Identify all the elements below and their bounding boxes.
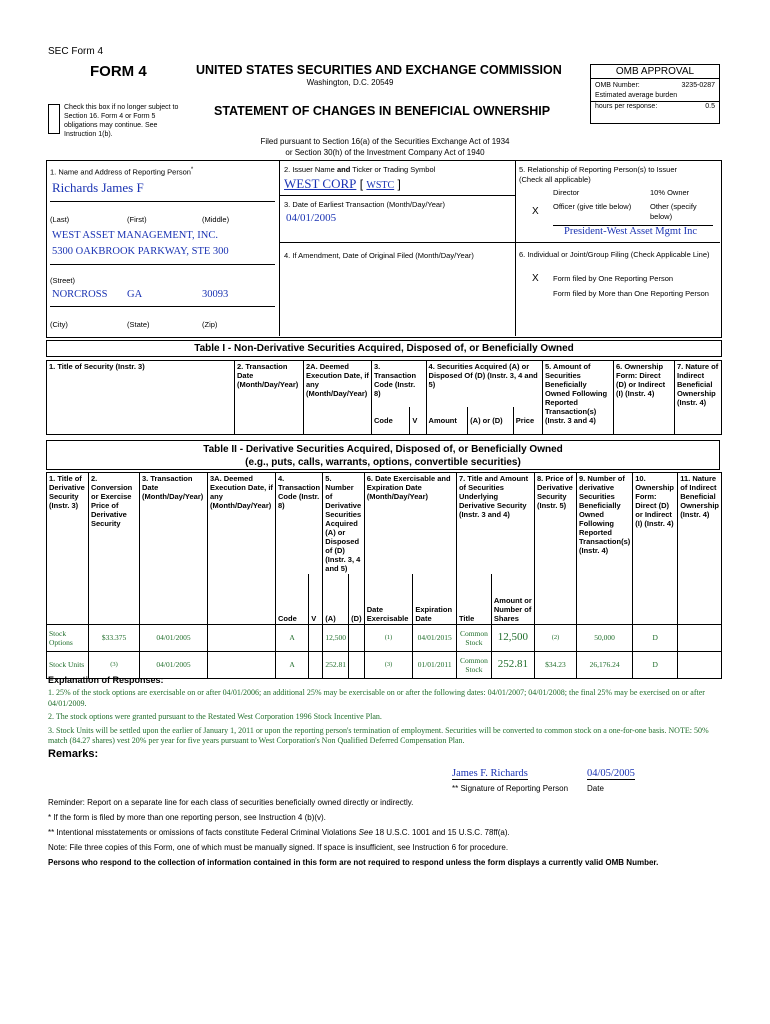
t2-expiration: Expiration Date bbox=[413, 574, 457, 624]
row1-expiration: 04/01/2015 bbox=[413, 624, 457, 651]
officer-label: Officer (give title below) bbox=[553, 202, 632, 211]
signature-label: ** Signature of Reporting Person bbox=[452, 784, 569, 793]
row2-title: Common Stock bbox=[456, 651, 491, 678]
t2-col10: 10. Ownership Form: Direct (D) or Indirect (I) (Instr. 4) bbox=[633, 473, 678, 625]
table1-title: Table I - Non-Derivative Securities Acquired, Disposed of, or Beneficially Owned bbox=[46, 340, 722, 357]
officer-checkmark: X bbox=[532, 206, 539, 217]
zip-label: (Zip) bbox=[202, 320, 218, 329]
t1-col5: 5. Amount of Securities Beneficially Owned Following Reported Transaction(s) (Instr. 3 and 4) bbox=[543, 361, 614, 435]
footer-note: Note: File three copies of this Form, one of which must be manually signed. If space is insufficient, see Instruction 6 for procedure. bbox=[48, 843, 509, 852]
t1-col2a: 2A. Deemed Execution Date, if any (Month/Day/Year) bbox=[304, 361, 372, 435]
t2-col7: 7. Title and Amount of Securities Underlying Derivative Security (Instr. 3 and 4) bbox=[456, 473, 534, 575]
t2-date-exercisable: Date Exercisable bbox=[364, 574, 413, 624]
box5-label: 5. Relationship of Reporting Person(s) to Issuer (Check all applicable) bbox=[519, 165, 677, 184]
row2-price: (3) bbox=[89, 651, 140, 678]
omb-hours: 0.5 bbox=[705, 103, 715, 110]
signature-name: James F. Richards bbox=[452, 768, 528, 779]
row2-deriv-price: $34.23 bbox=[534, 651, 576, 678]
t1-a-or-d: (A) or (D) bbox=[468, 407, 514, 435]
row2-d bbox=[349, 651, 365, 678]
explanation-note-3: 3. Stock Units will be settled upon the earlier of January 1, 2011 or upon the reporting person's termination of employment. Securities will be converted to common stock on a one-for-one basis. NOTE: 50% match (84.27 shares) vest 20% per year for five years pursuant to West Corporation's Non Qualified Deferred Compensation Plan. bbox=[48, 725, 709, 745]
t2-col2: 2. Conversion or Exercise Price of Derivative Security bbox=[89, 473, 140, 625]
row2-expiration: 01/01/2011 bbox=[413, 651, 457, 678]
explanation-heading: Explanation of Responses: bbox=[48, 675, 164, 685]
officer-title: President-West Asset Mgmt Inc bbox=[564, 226, 698, 237]
table2-title bbox=[46, 440, 720, 470]
t2-col1: 1. Title of Derivative Security (Instr. 3) bbox=[47, 473, 89, 625]
row1-owned: 50,000 bbox=[576, 624, 632, 651]
table1 bbox=[46, 360, 722, 435]
city-label: (City) bbox=[50, 320, 68, 329]
row1-shares: 12,500 bbox=[491, 624, 534, 651]
row1-v bbox=[309, 624, 323, 651]
one-person-label: Form filed by One Reporting Person bbox=[553, 274, 674, 283]
t2-col11: 11. Nature of Indirect Beneficial Ownership (Instr. 4) bbox=[678, 473, 722, 625]
table2 bbox=[46, 472, 722, 679]
reporting-person-name: Richards James F bbox=[52, 180, 144, 195]
middle-label: (Middle) bbox=[202, 215, 230, 224]
zip-value: 30093 bbox=[202, 289, 229, 300]
t1-price: Price bbox=[513, 407, 542, 435]
explanation-note-2: 2. The stock options were granted pursuant to the Restated West Corporation 1996 Stock Incentive Plan. bbox=[48, 712, 382, 721]
form-number: FORM 4 bbox=[90, 63, 147, 80]
other-label: Other (specify below) bbox=[650, 202, 697, 221]
table2-title-line-1: Table II - Derivative Securities Acquired, Disposed of, or Beneficially Owned bbox=[203, 444, 563, 455]
multiple-persons-label: Form filed by More than One Reporting Person bbox=[553, 289, 709, 298]
box1-label: 1. Name and Address of Reporting Person* bbox=[50, 167, 194, 177]
agency-title: UNITED STATES SECURITIES AND EXCHANGE COMMISSION bbox=[196, 63, 562, 77]
t2-col4: 4. Transaction Code (Instr. 8) bbox=[276, 473, 323, 575]
filed-pursuant bbox=[200, 136, 570, 158]
row1-deemed bbox=[208, 624, 276, 651]
row2-nature bbox=[678, 651, 722, 678]
row1-security: Stock Options bbox=[47, 624, 89, 651]
sec-form-label: SEC Form 4 bbox=[48, 46, 104, 57]
row1-price: $33.375 bbox=[89, 624, 140, 651]
row2-date: 04/01/2005 bbox=[140, 651, 208, 678]
table2-title-line-2: (e.g., puts, calls, warrants, options, convertible securities) bbox=[245, 457, 521, 468]
address-line-2: 5300 OAKBROOK PARKWAY, STE 300 bbox=[52, 246, 229, 257]
box6-label: 6. Individual or Joint/Group Filing (Check Applicable Line) bbox=[519, 250, 710, 259]
t1-v: V bbox=[410, 407, 426, 435]
t2-col8: 8. Price of Derivative Security (Instr. 5) bbox=[534, 473, 576, 625]
t2-code: Code bbox=[276, 574, 309, 624]
omb-hours-label: hours per response: bbox=[595, 103, 658, 110]
row2-shares: 252.81 bbox=[491, 651, 534, 678]
t2-col9: 9. Number of derivative Securities Beneficially Owned Following Reported Transaction(s) (Instr. 4) bbox=[576, 473, 632, 625]
row1-title: Common Stock bbox=[456, 624, 491, 651]
state-label: (State) bbox=[127, 320, 150, 329]
t2-amount-shares: Amount or Number of Shares bbox=[491, 574, 534, 624]
street-label: (Street) bbox=[50, 276, 76, 285]
footer-intentional: ** Intentional misstatements or omissions of facts constitute Federal Criminal Violations See 18 U.S.C. 1001 and 15 U.S.C. 78ff(a). bbox=[48, 828, 510, 837]
box3-label: 3. Date of Earliest Transaction (Month/Day/Year) bbox=[284, 200, 446, 209]
t1-col1: 1. Title of Security (Instr. 3) bbox=[47, 361, 235, 435]
row2-v bbox=[309, 651, 323, 678]
t1-code: Code bbox=[372, 407, 410, 435]
explanation-notes bbox=[48, 688, 718, 747]
table-row bbox=[47, 651, 722, 678]
row1-exercisable: (1) bbox=[364, 624, 413, 651]
checkbox-instructions: Check this box if no longer subject to Section 16. Form 4 or Form 5 obligations may continue. See Instruction 1(b). bbox=[64, 104, 179, 138]
row2-security: Stock Units bbox=[47, 651, 89, 678]
agency-location: Washington, D.C. 20549 bbox=[306, 78, 394, 87]
remarks-heading: Remarks: bbox=[48, 748, 99, 760]
footer bbox=[48, 798, 728, 868]
earliest-transaction-date: 04/01/2005 bbox=[286, 212, 337, 224]
last-label: (Last) bbox=[50, 215, 70, 224]
row1-d bbox=[349, 624, 365, 651]
table-row bbox=[47, 624, 722, 651]
footer-reminder: Reminder: Report on a separate line for each class of securities beneficially owned directly or indirectly. bbox=[48, 798, 414, 807]
row1-form: D bbox=[633, 624, 678, 651]
address-line-1: WEST ASSET MANAGEMENT, INC. bbox=[52, 230, 218, 241]
first-label: (First) bbox=[127, 215, 147, 224]
t2-d: (D) bbox=[349, 574, 365, 624]
t1-amount: Amount bbox=[426, 407, 468, 435]
row2-code: A bbox=[276, 651, 309, 678]
t1-col7: 7. Nature of Indirect Beneficial Ownership (Instr. 4) bbox=[675, 361, 722, 435]
t2-col6: 6. Date Exercisable and Expiration Date (Month/Day/Year) bbox=[364, 473, 456, 575]
footer-persons: Persons who respond to the collection of information contained in this form are not required to respond unless the form displays a currently valid OMB Number. bbox=[48, 858, 659, 867]
issuer-line: WEST CORP [ WSTC ] bbox=[284, 176, 401, 191]
statement-title: STATEMENT OF CHANGES IN BENEFICIAL OWNERSHIP bbox=[214, 104, 551, 118]
omb-number-label: OMB Number: bbox=[595, 82, 640, 89]
no-longer-subject-checkbox[interactable] bbox=[48, 104, 60, 134]
t2-col5: 5. Number of Derivative Securities Acquired (A) or Disposed of (D) (Instr. 3, 4 and 5) bbox=[323, 473, 364, 575]
omb-title: OMB APPROVAL bbox=[591, 65, 719, 79]
date-label: Date bbox=[587, 784, 604, 793]
row2-form: D bbox=[633, 651, 678, 678]
row1-code: A bbox=[276, 624, 309, 651]
filed-line-2: or Section 30(h) of the Investment Company Act of 1940 bbox=[285, 148, 485, 157]
row2-deemed bbox=[208, 651, 276, 678]
director-label: Director bbox=[553, 188, 580, 197]
city-value: NORCROSS bbox=[52, 289, 108, 300]
state-value: GA bbox=[127, 289, 143, 300]
ten-percent-owner-label: 10% Owner bbox=[650, 188, 690, 197]
t2-a: (A) bbox=[323, 574, 349, 624]
t1-col2: 2. Transaction Date (Month/Day/Year) bbox=[235, 361, 304, 435]
filed-line-1: Filed pursuant to Section 16(a) of the Securities Exchange Act of 1934 bbox=[260, 137, 510, 146]
t2-title: Title bbox=[456, 574, 491, 624]
explanation-note-1: 1. 25% of the stock options are exercisable on or after 04/01/2006; an additional 25% may be exercisable on or after the following dates: 04/01/2007; 04/01/2008; the final 25% may be exercised on or after 04/01/2009. bbox=[48, 688, 705, 708]
one-person-checkmark: X bbox=[532, 273, 539, 284]
signature-date: 04/05/2005 bbox=[587, 768, 635, 779]
row1-deriv-price: (2) bbox=[534, 624, 576, 651]
t1-col3: 3. Transaction Code (Instr. 8) bbox=[372, 361, 427, 407]
box2-label: 2. Issuer Name and Ticker or Trading Symbol bbox=[284, 165, 436, 174]
row2-owned: 26,176.24 bbox=[576, 651, 632, 678]
t2-col3a: 3A. Deemed Execution Date, if any (Month/Day/Year) bbox=[208, 473, 276, 625]
t2-col3: 3. Transaction Date (Month/Day/Year) bbox=[140, 473, 208, 625]
omb-number: 3235-0287 bbox=[681, 82, 715, 89]
t1-col4: 4. Securities Acquired (A) or Disposed Of (D) (Instr. 3, 4 and 5) bbox=[426, 361, 542, 407]
row1-a: 12,500 bbox=[323, 624, 349, 651]
footer-star-note: * If the form is filed by more than one reporting person, see Instruction 4 (b)(v). bbox=[48, 813, 326, 822]
row2-exercisable: (3) bbox=[364, 651, 413, 678]
omb-burden-label: Estimated average burden bbox=[595, 92, 678, 99]
box4-label: 4. If Amendment, Date of Original Filed (Month/Day/Year) bbox=[284, 251, 474, 260]
omb-approval-box bbox=[590, 64, 720, 124]
t1-col6: 6. Ownership Form: Direct (D) or Indirect (I) (Instr. 4) bbox=[614, 361, 675, 435]
t2-v: V bbox=[309, 574, 323, 624]
issuer-name: WEST CORP bbox=[284, 176, 357, 191]
issuer-ticker: WSTC bbox=[366, 180, 395, 191]
row1-date: 04/01/2005 bbox=[140, 624, 208, 651]
row2-a: 252.81 bbox=[323, 651, 349, 678]
row1-nature bbox=[678, 624, 722, 651]
